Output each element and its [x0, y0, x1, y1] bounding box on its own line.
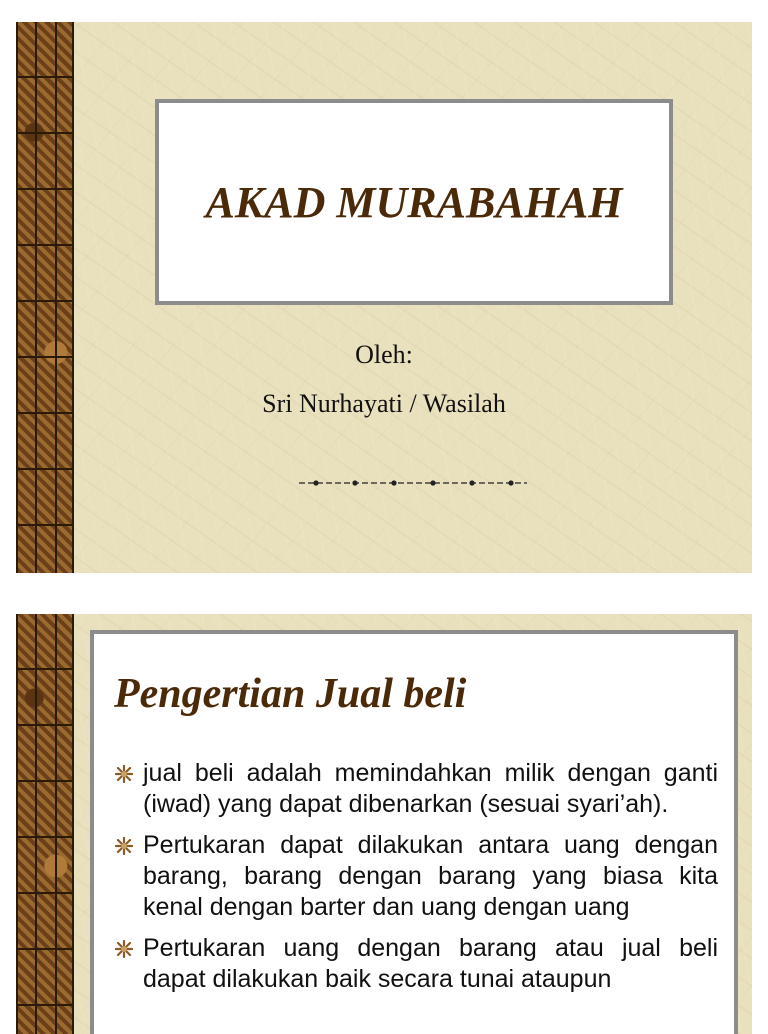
dotted-divider-icon	[299, 477, 527, 489]
list-item	[114, 758, 718, 820]
bullet-text: jual beli adalah memindahkan milik dengan ganti (iwad) yang dapat dibenarkan (sesuai syari’ah).	[143, 759, 718, 818]
starburst-bullet-icon	[115, 765, 133, 783]
slide-heading: Pengertian Jual beli	[114, 671, 467, 717]
author-names: Sri Nurhayati / Wasilah	[262, 389, 506, 418]
content-slide	[16, 614, 752, 1034]
starburst-bullet-icon	[115, 940, 133, 958]
bullet-list	[114, 758, 718, 1005]
author-by-label: Oleh:	[355, 340, 413, 369]
slide-title: AKAD MURABAHAH	[205, 177, 623, 227]
book-spine-decoration	[16, 614, 74, 1034]
title-slide	[16, 22, 752, 573]
title-box	[155, 99, 673, 305]
list-item	[114, 933, 718, 995]
book-spine-decoration	[16, 22, 74, 573]
bullet-text: Pertukaran dapat dilakukan antara uang dengan barang, barang dengan barang yang biasa kita kenal dengan barter dan uang dengan uang	[143, 831, 718, 921]
content-box	[90, 630, 738, 1034]
starburst-bullet-icon	[115, 837, 133, 855]
list-item	[114, 830, 718, 923]
bullet-text: Pertukaran uang dengan barang atau jual beli dapat dilakukan baik secara tunai ataupun	[143, 934, 718, 993]
